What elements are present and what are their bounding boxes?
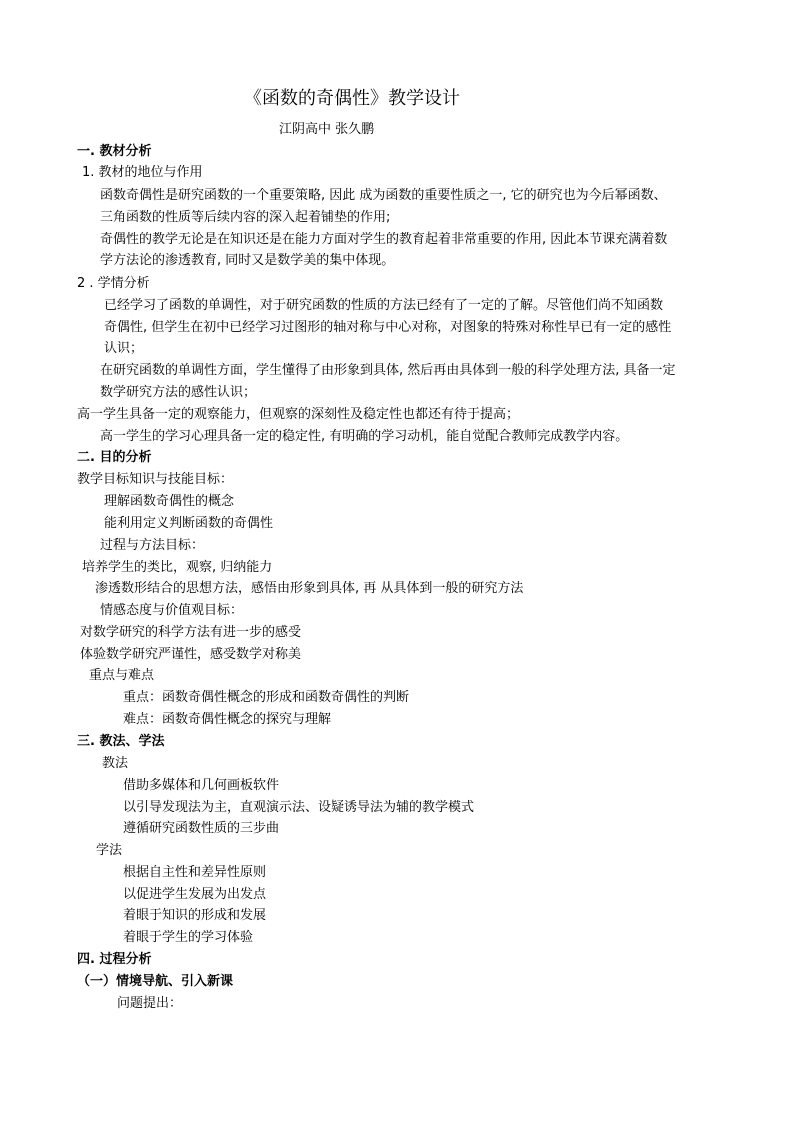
subheading-4-1: （一）情境导航、引入新课 [77,974,234,989]
paragraph-line: 奇偶性的教学无论是在知识还是在能力方面对学生的教育起着非常重要的作用, 因此本节课充满着数 [100,232,668,247]
goal-line: 理解函数奇偶性的概念 [104,494,235,509]
goal-line: 难点：函数奇偶性概念的探究与理解 [123,712,332,727]
goal-line: 重点与难点 [89,668,155,683]
goal-line: 对数学研究的科学方法有进一步的感受 [80,625,302,640]
method-line: 以引导发现法为主，直观演示法、设疑诱导法为辅的教学模式 [123,800,475,815]
method-line: 根据自主性和差异性原则 [123,865,267,880]
method-line: 遵循研究函数性质的三步曲 [123,821,280,836]
question-line: 问题提出： [117,996,183,1011]
paragraph-line: 在研究函数的单调性方面，学生懂得了由形象到具体, 然后再由具体到一般的科学处理方法, 具备一定 [100,363,676,378]
goal-line: 能利用定义判断函数的奇偶性 [104,516,274,531]
goal-line: 渗透数形结合的思想方法，感悟由形象到具体, 再 从具体到一般的研究方法 [95,581,524,596]
goal-line: 体验数学研究严谨性，感受数学对称美 [80,647,302,662]
section-heading-2: 二. 目的分析 [77,450,152,465]
paragraph-line: 三角函数的性质等后续内容的深入起着铺垫的作用; [100,210,391,225]
method-line: 以促进学生发展为出发点 [123,887,267,902]
paragraph-line: 已经学习了函数的单调性，对于研究函数的性质的方法已经有了一定的了解。尽管他们尚不知函数 [104,298,664,313]
subheading-1-1: 1. 教材的地位与作用 [82,165,203,180]
section-heading-1: 一. 教材分析 [77,144,152,159]
paragraph-line: 数学研究方法的感性认识； [100,385,257,400]
author-line: 江阴高中 张久鹏 [279,122,375,137]
section-heading-3: 三. 教法、学法 [77,734,165,749]
paragraph-line: 认识； [104,341,144,356]
goal-line: 教学目标知识与技能目标： [77,472,234,487]
method-line: 学法 [96,843,123,858]
subheading-1-2: 2 . 学情分析 [77,276,150,291]
goal-line: 情感态度与价值观目标： [100,603,244,618]
paragraph-line: 高一学生的学习心理具备一定的稳定性, 有明确的学习动机，能自觉配合教师完成教学内容。 [100,429,629,444]
method-line: 教法 [102,756,129,771]
paragraph-line: 函数奇偶性是研究函数的一个重要策略, 因此 成为函数的重要性质之一, 它的研究也为今后幂函数、 [100,188,667,203]
goal-line: 过程与方法目标： [100,538,205,553]
paragraph-line: 高一学生具备一定的观察能力，但观察的深刻性及稳定性也都还有待于提高； [77,407,520,422]
method-line: 着眼于学生的学习体验 [123,930,254,945]
document-title: 《函数的奇偶性》教学设计 [244,88,460,109]
method-line: 借助多媒体和几何画板软件 [123,778,280,793]
method-line: 着眼于知识的形成和发展 [123,908,267,923]
paragraph-line: 奇偶性, 但学生在初中已经学习过图形的轴对称与中心对称，对图象的特殊对称性早已有一定的感性 [104,320,672,335]
goal-line: 培养学生的类比，观察, 归纳能力 [82,560,273,575]
goal-line: 重点：函数奇偶性概念的形成和函数奇偶性的判断 [123,690,410,705]
paragraph-line: 学方法论的渗透教育, 同时又是数学美的集中体现。 [100,253,395,268]
section-heading-4: 四. 过程分析 [77,952,152,967]
